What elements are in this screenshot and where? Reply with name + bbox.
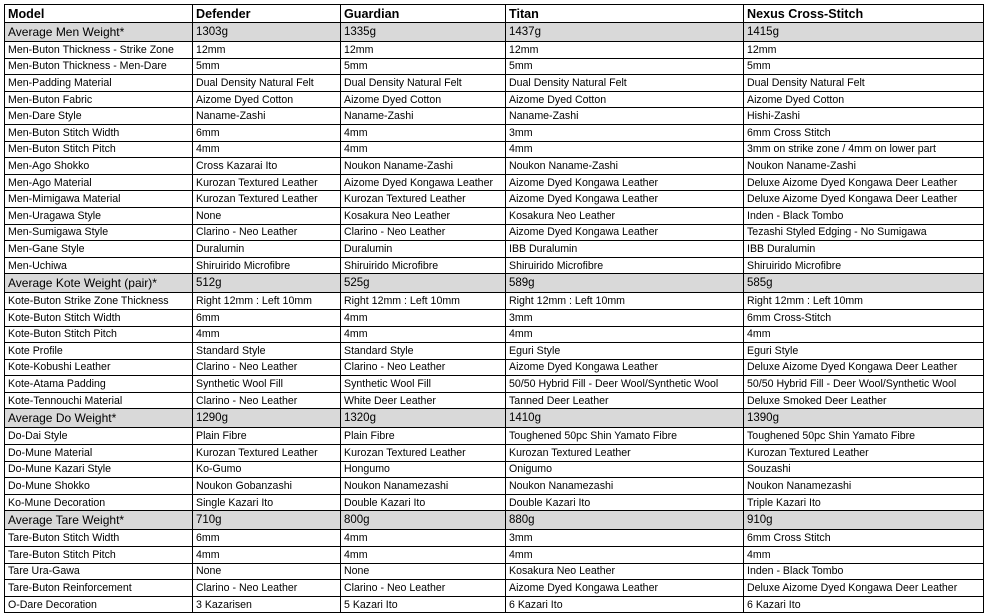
row-label-cell: Average Tare Weight* xyxy=(5,511,193,530)
header-row xyxy=(5,5,984,23)
table-cell: 3 Kazarisen xyxy=(193,596,341,613)
table-cell: 4mm xyxy=(341,326,506,343)
header-guardian: Guardian xyxy=(341,5,506,23)
row-label-cell: Kote-Kobushi Leather xyxy=(5,359,193,376)
table-row xyxy=(5,75,984,92)
table-cell: 6 Kazari Ito xyxy=(744,596,984,613)
table-cell: 4mm xyxy=(341,530,506,547)
table-cell: Right 12mm : Left 10mm xyxy=(744,293,984,310)
table-cell: Tanned Deer Leather xyxy=(506,392,744,409)
row-label-cell: Kote Profile xyxy=(5,343,193,360)
table-cell: Eguri Style xyxy=(744,343,984,360)
table-row xyxy=(5,343,984,360)
table-cell: Aizome Dyed Kongawa Leather xyxy=(506,174,744,191)
table-cell: 1415g xyxy=(744,23,984,42)
table-cell: 50/50 Hybrid Fill - Deer Wool/Synthetic Wool xyxy=(744,376,984,393)
table-row xyxy=(5,596,984,613)
table-cell: Shiruirido Microfibre xyxy=(341,257,506,274)
table-cell: Kurozan Textured Leather xyxy=(744,445,984,462)
table-row xyxy=(5,241,984,258)
table-cell: 1410g xyxy=(506,409,744,428)
table-cell: Noukon Nanamezashi xyxy=(744,478,984,495)
table-cell: Clarino - Neo Leather xyxy=(193,392,341,409)
row-label-cell: Men-Ago Material xyxy=(5,174,193,191)
table-cell: Kurozan Textured Leather xyxy=(193,174,341,191)
table-cell: 512g xyxy=(193,274,341,293)
table-cell: 4mm xyxy=(193,141,341,158)
table-cell: 525g xyxy=(341,274,506,293)
row-label-cell: Men-Gane Style xyxy=(5,241,193,258)
table-row xyxy=(5,58,984,75)
row-label-cell: Do-Mune Shokko xyxy=(5,478,193,495)
table-cell: IBB Duralumin xyxy=(744,241,984,258)
table-cell: Dual Density Natural Felt xyxy=(193,75,341,92)
table-row xyxy=(5,478,984,495)
table-cell: Eguri Style xyxy=(506,343,744,360)
table-row xyxy=(5,547,984,564)
table-cell: 4mm xyxy=(341,141,506,158)
table-cell: 6mm Cross Stitch xyxy=(744,530,984,547)
table-row xyxy=(5,141,984,158)
table-cell: IBB Duralumin xyxy=(506,241,744,258)
row-label-cell: Men-Buton Stitch Pitch xyxy=(5,141,193,158)
row-label-cell: Men-Dare Style xyxy=(5,108,193,125)
row-label-cell: Men-Ago Shokko xyxy=(5,158,193,175)
table-cell: Shiruirido Microfibre xyxy=(193,257,341,274)
row-label-cell: Ko-Mune Decoration xyxy=(5,494,193,511)
table-cell: 6mm xyxy=(193,124,341,141)
table-cell: Deluxe Aizome Dyed Kongawa Deer Leather xyxy=(744,174,984,191)
row-label-cell: Tare Ura-Gawa xyxy=(5,563,193,580)
table-cell: Onigumo xyxy=(506,461,744,478)
table-row xyxy=(5,563,984,580)
row-label-cell: Kote-Buton Stitch Pitch xyxy=(5,326,193,343)
row-label-cell: Men-Buton Fabric xyxy=(5,91,193,108)
table-cell: Noukon Nanamezashi xyxy=(341,478,506,495)
table-row xyxy=(5,309,984,326)
row-label-cell: Men-Mimigawa Material xyxy=(5,191,193,208)
row-label-cell: Do-Mune Material xyxy=(5,445,193,462)
table-cell: Shiruirido Microfibre xyxy=(744,257,984,274)
table-cell: Toughened 50pc Shin Yamato Fibre xyxy=(506,428,744,445)
table-cell: Right 12mm : Left 10mm xyxy=(341,293,506,310)
header-titan: Titan xyxy=(506,5,744,23)
table-body xyxy=(5,23,984,613)
table-cell: Shiruirido Microfibre xyxy=(506,257,744,274)
table-cell: Tezashi Styled Edging - No Sumigawa xyxy=(744,224,984,241)
table-cell: Aizome Dyed Kongawa Leather xyxy=(506,359,744,376)
table-cell: 910g xyxy=(744,511,984,530)
table-cell: 12mm xyxy=(341,42,506,59)
table-cell: Synthetic Wool Fill xyxy=(193,376,341,393)
section-row xyxy=(5,23,984,42)
section-row xyxy=(5,274,984,293)
table-cell: 6mm Cross Stitch xyxy=(744,124,984,141)
table-cell: 6 Kazari Ito xyxy=(506,596,744,613)
table-row xyxy=(5,191,984,208)
table-cell: Duralumin xyxy=(341,241,506,258)
table-cell: 6mm Cross-Stitch xyxy=(744,309,984,326)
table-row xyxy=(5,158,984,175)
table-cell: Kosakura Neo Leather xyxy=(341,207,506,224)
table-cell: 5 Kazari Ito xyxy=(341,596,506,613)
table-cell: Aizome Dyed Cotton xyxy=(193,91,341,108)
row-label-cell: Tare-Buton Reinforcement xyxy=(5,580,193,597)
table-cell: 800g xyxy=(341,511,506,530)
table-cell: Clarino - Neo Leather xyxy=(193,580,341,597)
section-row xyxy=(5,409,984,428)
table-cell: Kurozan Textured Leather xyxy=(341,445,506,462)
table-cell: 1290g xyxy=(193,409,341,428)
table-cell: Ko-Gumo xyxy=(193,461,341,478)
table-cell: 4mm xyxy=(341,309,506,326)
row-label-cell: Men-Buton Thickness - Strike Zone xyxy=(5,42,193,59)
table-cell: Synthetic Wool Fill xyxy=(341,376,506,393)
table-cell: Naname-Zashi xyxy=(506,108,744,125)
table-cell: Inden - Black Tombo xyxy=(744,207,984,224)
table-cell: Noukon Naname-Zashi xyxy=(341,158,506,175)
row-label-cell: Men-Uchiwa xyxy=(5,257,193,274)
table-row xyxy=(5,461,984,478)
row-label-cell: Tare-Buton Stitch Pitch xyxy=(5,547,193,564)
row-label-cell: Men-Sumigawa Style xyxy=(5,224,193,241)
table-cell: Kurozan Textured Leather xyxy=(193,445,341,462)
table-cell: Inden - Black Tombo xyxy=(744,563,984,580)
table-cell: 3mm xyxy=(506,309,744,326)
table-cell: 710g xyxy=(193,511,341,530)
row-label-cell: Men-Uragawa Style xyxy=(5,207,193,224)
header-nexus-cross-stitch: Nexus Cross-Stitch xyxy=(744,5,984,23)
table-cell: 50/50 Hybrid Fill - Deer Wool/Synthetic Wool xyxy=(506,376,744,393)
table-row xyxy=(5,293,984,310)
table-cell: 1320g xyxy=(341,409,506,428)
table-row xyxy=(5,224,984,241)
table-cell: Clarino - Neo Leather xyxy=(193,359,341,376)
table-cell: 4mm xyxy=(506,141,744,158)
table-row xyxy=(5,392,984,409)
header-defender: Defender xyxy=(193,5,341,23)
table-cell: Aizome Dyed Kongawa Leather xyxy=(506,224,744,241)
table-cell: Clarino - Neo Leather xyxy=(193,224,341,241)
row-label-cell: Kote-Tennouchi Material xyxy=(5,392,193,409)
table-cell: Duralumin xyxy=(193,241,341,258)
table-cell: Double Kazari Ito xyxy=(341,494,506,511)
table-cell: Kurozan Textured Leather xyxy=(506,445,744,462)
table-cell: 1390g xyxy=(744,409,984,428)
table-cell: 4mm xyxy=(744,326,984,343)
table-cell: 5mm xyxy=(341,58,506,75)
table-cell: Standard Style xyxy=(193,343,341,360)
table-row xyxy=(5,257,984,274)
table-cell: Hishi-Zashi xyxy=(744,108,984,125)
table-cell: Noukon Naname-Zashi xyxy=(744,158,984,175)
row-label-cell: Kote-Atama Padding xyxy=(5,376,193,393)
section-row xyxy=(5,511,984,530)
table-cell: Kurozan Textured Leather xyxy=(193,191,341,208)
table-cell: 4mm xyxy=(506,547,744,564)
table-row xyxy=(5,174,984,191)
table-cell: Hongumo xyxy=(341,461,506,478)
table-cell: 4mm xyxy=(193,547,341,564)
table-cell: None xyxy=(193,207,341,224)
table-cell: White Deer Leather xyxy=(341,392,506,409)
row-label-cell: Do-Dai Style xyxy=(5,428,193,445)
table-cell: Noukon Nanamezashi xyxy=(506,478,744,495)
table-cell: None xyxy=(341,563,506,580)
table-cell: 4mm xyxy=(506,326,744,343)
table-cell: 1437g xyxy=(506,23,744,42)
table-cell: Clarino - Neo Leather xyxy=(341,580,506,597)
table-cell: Triple Kazari Ito xyxy=(744,494,984,511)
table-cell: 5mm xyxy=(744,58,984,75)
table-cell: Dual Density Natural Felt xyxy=(744,75,984,92)
table-cell: Souzashi xyxy=(744,461,984,478)
table-row xyxy=(5,580,984,597)
table-cell: Deluxe Aizome Dyed Kongawa Deer Leather xyxy=(744,580,984,597)
table-row xyxy=(5,359,984,376)
table-row xyxy=(5,207,984,224)
table-cell: Noukon Gobanzashi xyxy=(193,478,341,495)
table-cell: Right 12mm : Left 10mm xyxy=(193,293,341,310)
table-cell: 589g xyxy=(506,274,744,293)
table-cell: Kosakura Neo Leather xyxy=(506,563,744,580)
table-cell: 1335g xyxy=(341,23,506,42)
table-row xyxy=(5,91,984,108)
row-label-cell: O-Dare Decoration xyxy=(5,596,193,613)
table-cell: 4mm xyxy=(193,326,341,343)
table-cell: 6mm xyxy=(193,309,341,326)
table-cell: Aizome Dyed Kongawa Leather xyxy=(341,174,506,191)
table-cell: Right 12mm : Left 10mm xyxy=(506,293,744,310)
table-cell: Plain Fibre xyxy=(193,428,341,445)
table-row xyxy=(5,42,984,59)
table-cell: Kurozan Textured Leather xyxy=(341,191,506,208)
table-cell: Kosakura Neo Leather xyxy=(506,207,744,224)
row-label-cell: Average Kote Weight (pair)* xyxy=(5,274,193,293)
row-label-cell: Average Do Weight* xyxy=(5,409,193,428)
table-cell: 4mm xyxy=(341,547,506,564)
table-row xyxy=(5,445,984,462)
table-cell: 3mm on strike zone / 4mm on lower part xyxy=(744,141,984,158)
table-row xyxy=(5,530,984,547)
table-cell: Naname-Zashi xyxy=(193,108,341,125)
table-cell: 1303g xyxy=(193,23,341,42)
row-label-cell: Kote-Buton Stitch Width xyxy=(5,309,193,326)
table-cell: Dual Density Natural Felt xyxy=(341,75,506,92)
table-cell: Aizome Dyed Cotton xyxy=(341,91,506,108)
row-label-cell: Tare-Buton Stitch Width xyxy=(5,530,193,547)
table-cell: Deluxe Aizome Dyed Kongawa Deer Leather xyxy=(744,359,984,376)
table-row xyxy=(5,428,984,445)
row-label-cell: Do-Mune Kazari Style xyxy=(5,461,193,478)
table-cell: 5mm xyxy=(193,58,341,75)
table-cell: 12mm xyxy=(744,42,984,59)
row-label-cell: Men-Buton Thickness - Men-Dare xyxy=(5,58,193,75)
table-cell: 5mm xyxy=(506,58,744,75)
row-label-cell: Kote-Buton Strike Zone Thickness xyxy=(5,293,193,310)
table-cell: Standard Style xyxy=(341,343,506,360)
table-cell: 6mm xyxy=(193,530,341,547)
table-cell: Deluxe Smoked Deer Leather xyxy=(744,392,984,409)
table-cell: 12mm xyxy=(506,42,744,59)
header-model: Model xyxy=(5,5,193,23)
table-cell: None xyxy=(193,563,341,580)
table-cell: Aizome Dyed Kongawa Leather xyxy=(506,191,744,208)
row-label-cell: Men-Buton Stitch Width xyxy=(5,124,193,141)
table-cell: Dual Density Natural Felt xyxy=(506,75,744,92)
table-cell: Toughened 50pc Shin Yamato Fibre xyxy=(744,428,984,445)
table-cell: 3mm xyxy=(506,530,744,547)
table-cell: Cross Kazarai Ito xyxy=(193,158,341,175)
table-cell: Aizome Dyed Kongawa Leather xyxy=(506,580,744,597)
table-cell: 4mm xyxy=(744,547,984,564)
table-row xyxy=(5,326,984,343)
table-cell: Clarino - Neo Leather xyxy=(341,224,506,241)
table-row xyxy=(5,376,984,393)
table-cell: Single Kazari Ito xyxy=(193,494,341,511)
table-cell: Aizome Dyed Cotton xyxy=(744,91,984,108)
table-cell: Double Kazari Ito xyxy=(506,494,744,511)
table-cell: 4mm xyxy=(341,124,506,141)
table-cell: Noukon Naname-Zashi xyxy=(506,158,744,175)
table-row xyxy=(5,124,984,141)
table-cell: Naname-Zashi xyxy=(341,108,506,125)
spec-comparison-table xyxy=(4,4,984,613)
row-label-cell: Average Men Weight* xyxy=(5,23,193,42)
table-cell: 12mm xyxy=(193,42,341,59)
row-label-cell: Men-Padding Material xyxy=(5,75,193,92)
table-row xyxy=(5,108,984,125)
table-cell: 585g xyxy=(744,274,984,293)
table-cell: Aizome Dyed Cotton xyxy=(506,91,744,108)
table-cell: Clarino - Neo Leather xyxy=(341,359,506,376)
table-cell: Plain Fibre xyxy=(341,428,506,445)
table-cell: 3mm xyxy=(506,124,744,141)
table-cell: Deluxe Aizome Dyed Kongawa Deer Leather xyxy=(744,191,984,208)
table-row xyxy=(5,494,984,511)
table-cell: 880g xyxy=(506,511,744,530)
